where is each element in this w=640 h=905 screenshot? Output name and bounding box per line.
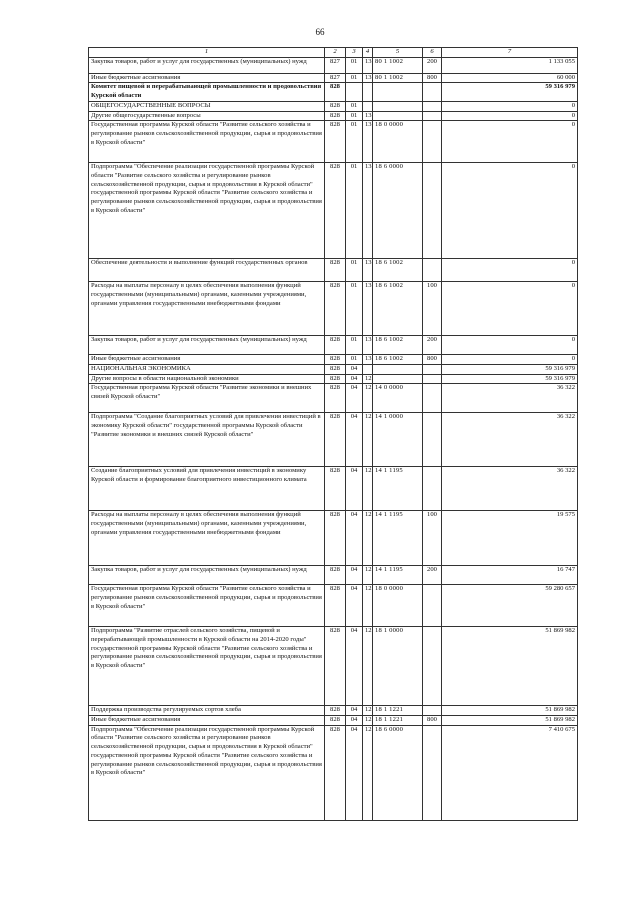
row-vr <box>423 374 442 384</box>
row-amount: 16 747 <box>442 566 578 585</box>
row-gr: 828 <box>325 101 346 111</box>
row-vr: 200 <box>423 566 442 585</box>
row-amount: 0 <box>442 163 578 259</box>
header-col-6: 6 <box>423 48 442 58</box>
row-pr: 13 <box>363 163 373 259</box>
row-pr: 12 <box>363 384 373 413</box>
row-gr: 828 <box>325 716 346 726</box>
row-pr: 12 <box>363 467 373 511</box>
row-gr: 828 <box>325 111 346 121</box>
row-name: Расходы на выплаты персоналу в целях обеспечения выполнения функций государственными (муниципальными) органами, казенными учреждениями, органами управления государственными внебюджетными фондами <box>89 282 325 336</box>
row-name: Подпрограмма "Обеспечение реализации государственной программы Курской области "Развитие сельского хозяйства и регулирование рынков сельскохозяйственной продукции, сырья и продовольствия в Курской области" государственной программы Курской области "Развитие сельского хозяйства и регулирование рынков сельскохозяйственной продукции, сырья и продовольствия в Курской области" <box>89 163 325 259</box>
row-gr: 828 <box>325 384 346 413</box>
row-csr: 18 0 0000 <box>373 121 423 163</box>
header-row <box>89 48 578 58</box>
table-row <box>89 73 578 83</box>
row-pr <box>363 364 373 374</box>
row-name: Иные бюджетные ассигнования <box>89 716 325 726</box>
row-vr <box>423 163 442 259</box>
row-pr: 13 <box>363 57 373 73</box>
row-pr <box>363 83 373 101</box>
row-csr: 18 6 0000 <box>373 725 423 820</box>
table-row <box>89 355 578 365</box>
row-csr <box>373 83 423 101</box>
row-gr: 827 <box>325 73 346 83</box>
row-vr <box>423 725 442 820</box>
row-rz: 04 <box>346 585 363 627</box>
row-vr: 800 <box>423 355 442 365</box>
header-col-5: 5 <box>373 48 423 58</box>
row-gr: 828 <box>325 467 346 511</box>
row-amount: 0 <box>442 355 578 365</box>
row-gr: 828 <box>325 725 346 820</box>
table-row <box>89 716 578 726</box>
row-csr: 80 1 1002 <box>373 73 423 83</box>
table-row <box>89 585 578 627</box>
table-row <box>89 413 578 467</box>
row-amount: 51 869 982 <box>442 627 578 706</box>
row-name: Расходы на выплаты персоналу в целях обеспечения выполнения функций государственными (муниципальными) органами, казенными учреждениями, органами управления государственными внебюджетными фондами <box>89 511 325 566</box>
row-rz: 04 <box>346 627 363 706</box>
row-gr: 828 <box>325 413 346 467</box>
row-rz: 01 <box>346 101 363 111</box>
row-pr: 12 <box>363 716 373 726</box>
row-csr: 18 1 1221 <box>373 706 423 716</box>
row-pr: 12 <box>363 511 373 566</box>
row-vr <box>423 585 442 627</box>
row-gr: 828 <box>325 259 346 282</box>
row-rz: 04 <box>346 374 363 384</box>
row-amount: 0 <box>442 282 578 336</box>
row-csr: 80 1 1002 <box>373 57 423 73</box>
table-row <box>89 83 578 101</box>
row-rz: 04 <box>346 566 363 585</box>
table-row <box>89 57 578 73</box>
row-gr: 828 <box>325 511 346 566</box>
row-pr: 13 <box>363 111 373 121</box>
row-csr: 18 6 1002 <box>373 336 423 355</box>
row-vr: 200 <box>423 57 442 73</box>
row-amount: 51 869 982 <box>442 706 578 716</box>
row-name: Закупка товаров, работ и услуг для государственных (муниципальных) нужд <box>89 566 325 585</box>
row-vr <box>423 364 442 374</box>
row-pr: 12 <box>363 706 373 716</box>
header-col-3: 3 <box>346 48 363 58</box>
row-pr: 12 <box>363 627 373 706</box>
table-row <box>89 566 578 585</box>
table-row <box>89 364 578 374</box>
table-row <box>89 467 578 511</box>
row-rz: 04 <box>346 384 363 413</box>
table-row <box>89 627 578 706</box>
row-vr <box>423 83 442 101</box>
row-rz: 01 <box>346 355 363 365</box>
row-gr: 828 <box>325 364 346 374</box>
row-pr: 13 <box>363 259 373 282</box>
row-pr: 13 <box>363 336 373 355</box>
table-row <box>89 706 578 716</box>
row-amount: 36 322 <box>442 413 578 467</box>
table-row <box>89 336 578 355</box>
table-row <box>89 163 578 259</box>
row-name: НАЦИОНАЛЬНАЯ ЭКОНОМИКА <box>89 364 325 374</box>
row-pr: 13 <box>363 282 373 336</box>
row-name: Подпрограмма "Создание благоприятных условий для привлечения инвестиций в экономику Курской области" государственной программы Курской области "Развитие экономики и внешних связей Курской области" <box>89 413 325 467</box>
row-rz: 04 <box>346 716 363 726</box>
row-name: Другие общегосударственные вопросы <box>89 111 325 121</box>
row-vr <box>423 413 442 467</box>
row-amount: 60 000 <box>442 73 578 83</box>
row-amount: 0 <box>442 111 578 121</box>
row-gr: 828 <box>325 355 346 365</box>
row-gr: 828 <box>325 121 346 163</box>
row-name: Иные бюджетные ассигнования <box>89 73 325 83</box>
row-amount: 0 <box>442 336 578 355</box>
row-csr: 18 6 1002 <box>373 355 423 365</box>
page-number: 66 <box>315 27 325 37</box>
row-pr: 13 <box>363 355 373 365</box>
row-rz: 01 <box>346 259 363 282</box>
row-amount: 59 316 979 <box>442 374 578 384</box>
row-name: Государственная программа Курской области "Развитие сельского хозяйства и регулирование рынков сельскохозяйственной продукции, сырья и продовольствия в Курской области" <box>89 121 325 163</box>
row-csr: 18 6 1002 <box>373 282 423 336</box>
row-amount: 36 322 <box>442 384 578 413</box>
row-amount: 0 <box>442 121 578 163</box>
row-name: Комитет пищевой и перерабатывающей промышленности и продовольствия Курской области <box>89 83 325 101</box>
row-amount: 0 <box>442 259 578 282</box>
table-row <box>89 511 578 566</box>
budget-table <box>88 47 578 821</box>
row-amount: 7 410 675 <box>442 725 578 820</box>
row-rz: 04 <box>346 413 363 467</box>
table-row <box>89 384 578 413</box>
row-name: Закупка товаров, работ и услуг для государственных (муниципальных) нужд <box>89 336 325 355</box>
row-csr: 18 1 0000 <box>373 627 423 706</box>
row-amount: 19 575 <box>442 511 578 566</box>
row-name: Подпрограмма "Развитие отраслей сельского хозяйства, пищевой и перерабатывающей промышленности в Курской области на 2014-2020 годы" государственной программы Курской области "Развитие сельского хозяйства и регулирование рынков сельскохозяйственной продукции, сырья и продовольствия в Курской области" <box>89 627 325 706</box>
row-csr <box>373 364 423 374</box>
row-name: Государственная программа Курской области "Развитие экономики и внешних связей Курской области" <box>89 384 325 413</box>
row-pr: 12 <box>363 566 373 585</box>
row-rz: 01 <box>346 57 363 73</box>
row-amount: 51 869 982 <box>442 716 578 726</box>
budget-table-body <box>89 57 578 820</box>
row-amount: 36 322 <box>442 467 578 511</box>
row-name: Другие вопросы в области национальной экономики <box>89 374 325 384</box>
row-vr: 100 <box>423 511 442 566</box>
row-name: Закупка товаров, работ и услуг для государственных (муниципальных) нужд <box>89 57 325 73</box>
row-csr: 14 1 1195 <box>373 511 423 566</box>
header-col-1: 1 <box>89 48 325 58</box>
row-csr: 18 6 0000 <box>373 163 423 259</box>
row-amount: 1 133 055 <box>442 57 578 73</box>
row-rz: 04 <box>346 706 363 716</box>
row-csr: 14 0 0000 <box>373 384 423 413</box>
table-row <box>89 111 578 121</box>
row-vr: 100 <box>423 282 442 336</box>
row-name: Обеспечение деятельности и выполнение функций государственных органов <box>89 259 325 282</box>
row-gr: 828 <box>325 282 346 336</box>
table-row <box>89 121 578 163</box>
row-vr: 800 <box>423 73 442 83</box>
row-rz: 01 <box>346 336 363 355</box>
row-pr: 12 <box>363 413 373 467</box>
table-row <box>89 725 578 820</box>
row-amount: 59 280 657 <box>442 585 578 627</box>
row-name: Поддержка производства регулируемых сортов хлеба <box>89 706 325 716</box>
row-name: Государственная программа Курской области "Развитие сельского хозяйства и регулирование рынков сельскохозяйственной продукции, сырья и продовольствия в Курской области" <box>89 585 325 627</box>
row-csr: 18 0 0000 <box>373 585 423 627</box>
row-name: Иные бюджетные ассигнования <box>89 355 325 365</box>
row-rz: 04 <box>346 511 363 566</box>
row-csr <box>373 111 423 121</box>
row-rz: 04 <box>346 364 363 374</box>
row-vr <box>423 101 442 111</box>
table-row <box>89 374 578 384</box>
table-row <box>89 259 578 282</box>
row-rz: 01 <box>346 121 363 163</box>
header-col-4: 4 <box>363 48 373 58</box>
row-gr: 827 <box>325 57 346 73</box>
row-gr: 828 <box>325 585 346 627</box>
row-vr: 200 <box>423 336 442 355</box>
row-csr <box>373 101 423 111</box>
header-col-2: 2 <box>325 48 346 58</box>
row-pr: 12 <box>363 585 373 627</box>
row-vr <box>423 706 442 716</box>
row-vr <box>423 111 442 121</box>
row-rz: 01 <box>346 73 363 83</box>
header-col-7: 7 <box>442 48 578 58</box>
row-pr <box>363 101 373 111</box>
row-vr <box>423 627 442 706</box>
row-gr: 828 <box>325 374 346 384</box>
row-csr: 18 1 1221 <box>373 716 423 726</box>
table-row <box>89 282 578 336</box>
row-vr <box>423 384 442 413</box>
row-rz: 04 <box>346 725 363 820</box>
row-gr: 828 <box>325 163 346 259</box>
row-vr <box>423 259 442 282</box>
row-csr: 14 1 1195 <box>373 467 423 511</box>
row-pr: 13 <box>363 121 373 163</box>
row-rz: 01 <box>346 163 363 259</box>
row-name: Подпрограмма "Обеспечение реализации государственной программы Курской области "Развитие сельского хозяйства и регулирование рынков сельскохозяйственной продукции, сырья и продовольствия в Курской области" государственной программы Курской области "Развитие сельского хозяйства и регулирование рынков сельскохозяйственной продукции, сырья и продовольствия в Курской области" <box>89 725 325 820</box>
row-vr: 800 <box>423 716 442 726</box>
row-name: Создание благоприятных условий для привлечения инвестиций в экономику Курской области и формирование благоприятного инвестиционного климата <box>89 467 325 511</box>
row-csr: 14 1 1195 <box>373 566 423 585</box>
row-csr: 18 6 1002 <box>373 259 423 282</box>
row-gr: 828 <box>325 336 346 355</box>
row-pr: 13 <box>363 73 373 83</box>
row-gr: 828 <box>325 566 346 585</box>
row-rz: 01 <box>346 282 363 336</box>
row-pr: 12 <box>363 374 373 384</box>
row-amount: 59 316 979 <box>442 364 578 374</box>
row-gr: 828 <box>325 83 346 101</box>
row-pr: 12 <box>363 725 373 820</box>
row-vr <box>423 467 442 511</box>
table-row <box>89 101 578 111</box>
row-csr <box>373 374 423 384</box>
row-amount: 0 <box>442 101 578 111</box>
row-amount: 59 316 979 <box>442 83 578 101</box>
row-gr: 828 <box>325 627 346 706</box>
row-csr: 14 1 0000 <box>373 413 423 467</box>
row-rz: 04 <box>346 467 363 511</box>
row-gr: 828 <box>325 706 346 716</box>
row-name: ОБЩЕГОСУДАРСТВЕННЫЕ ВОПРОСЫ <box>89 101 325 111</box>
row-vr <box>423 121 442 163</box>
row-rz <box>346 83 363 101</box>
row-rz: 01 <box>346 111 363 121</box>
